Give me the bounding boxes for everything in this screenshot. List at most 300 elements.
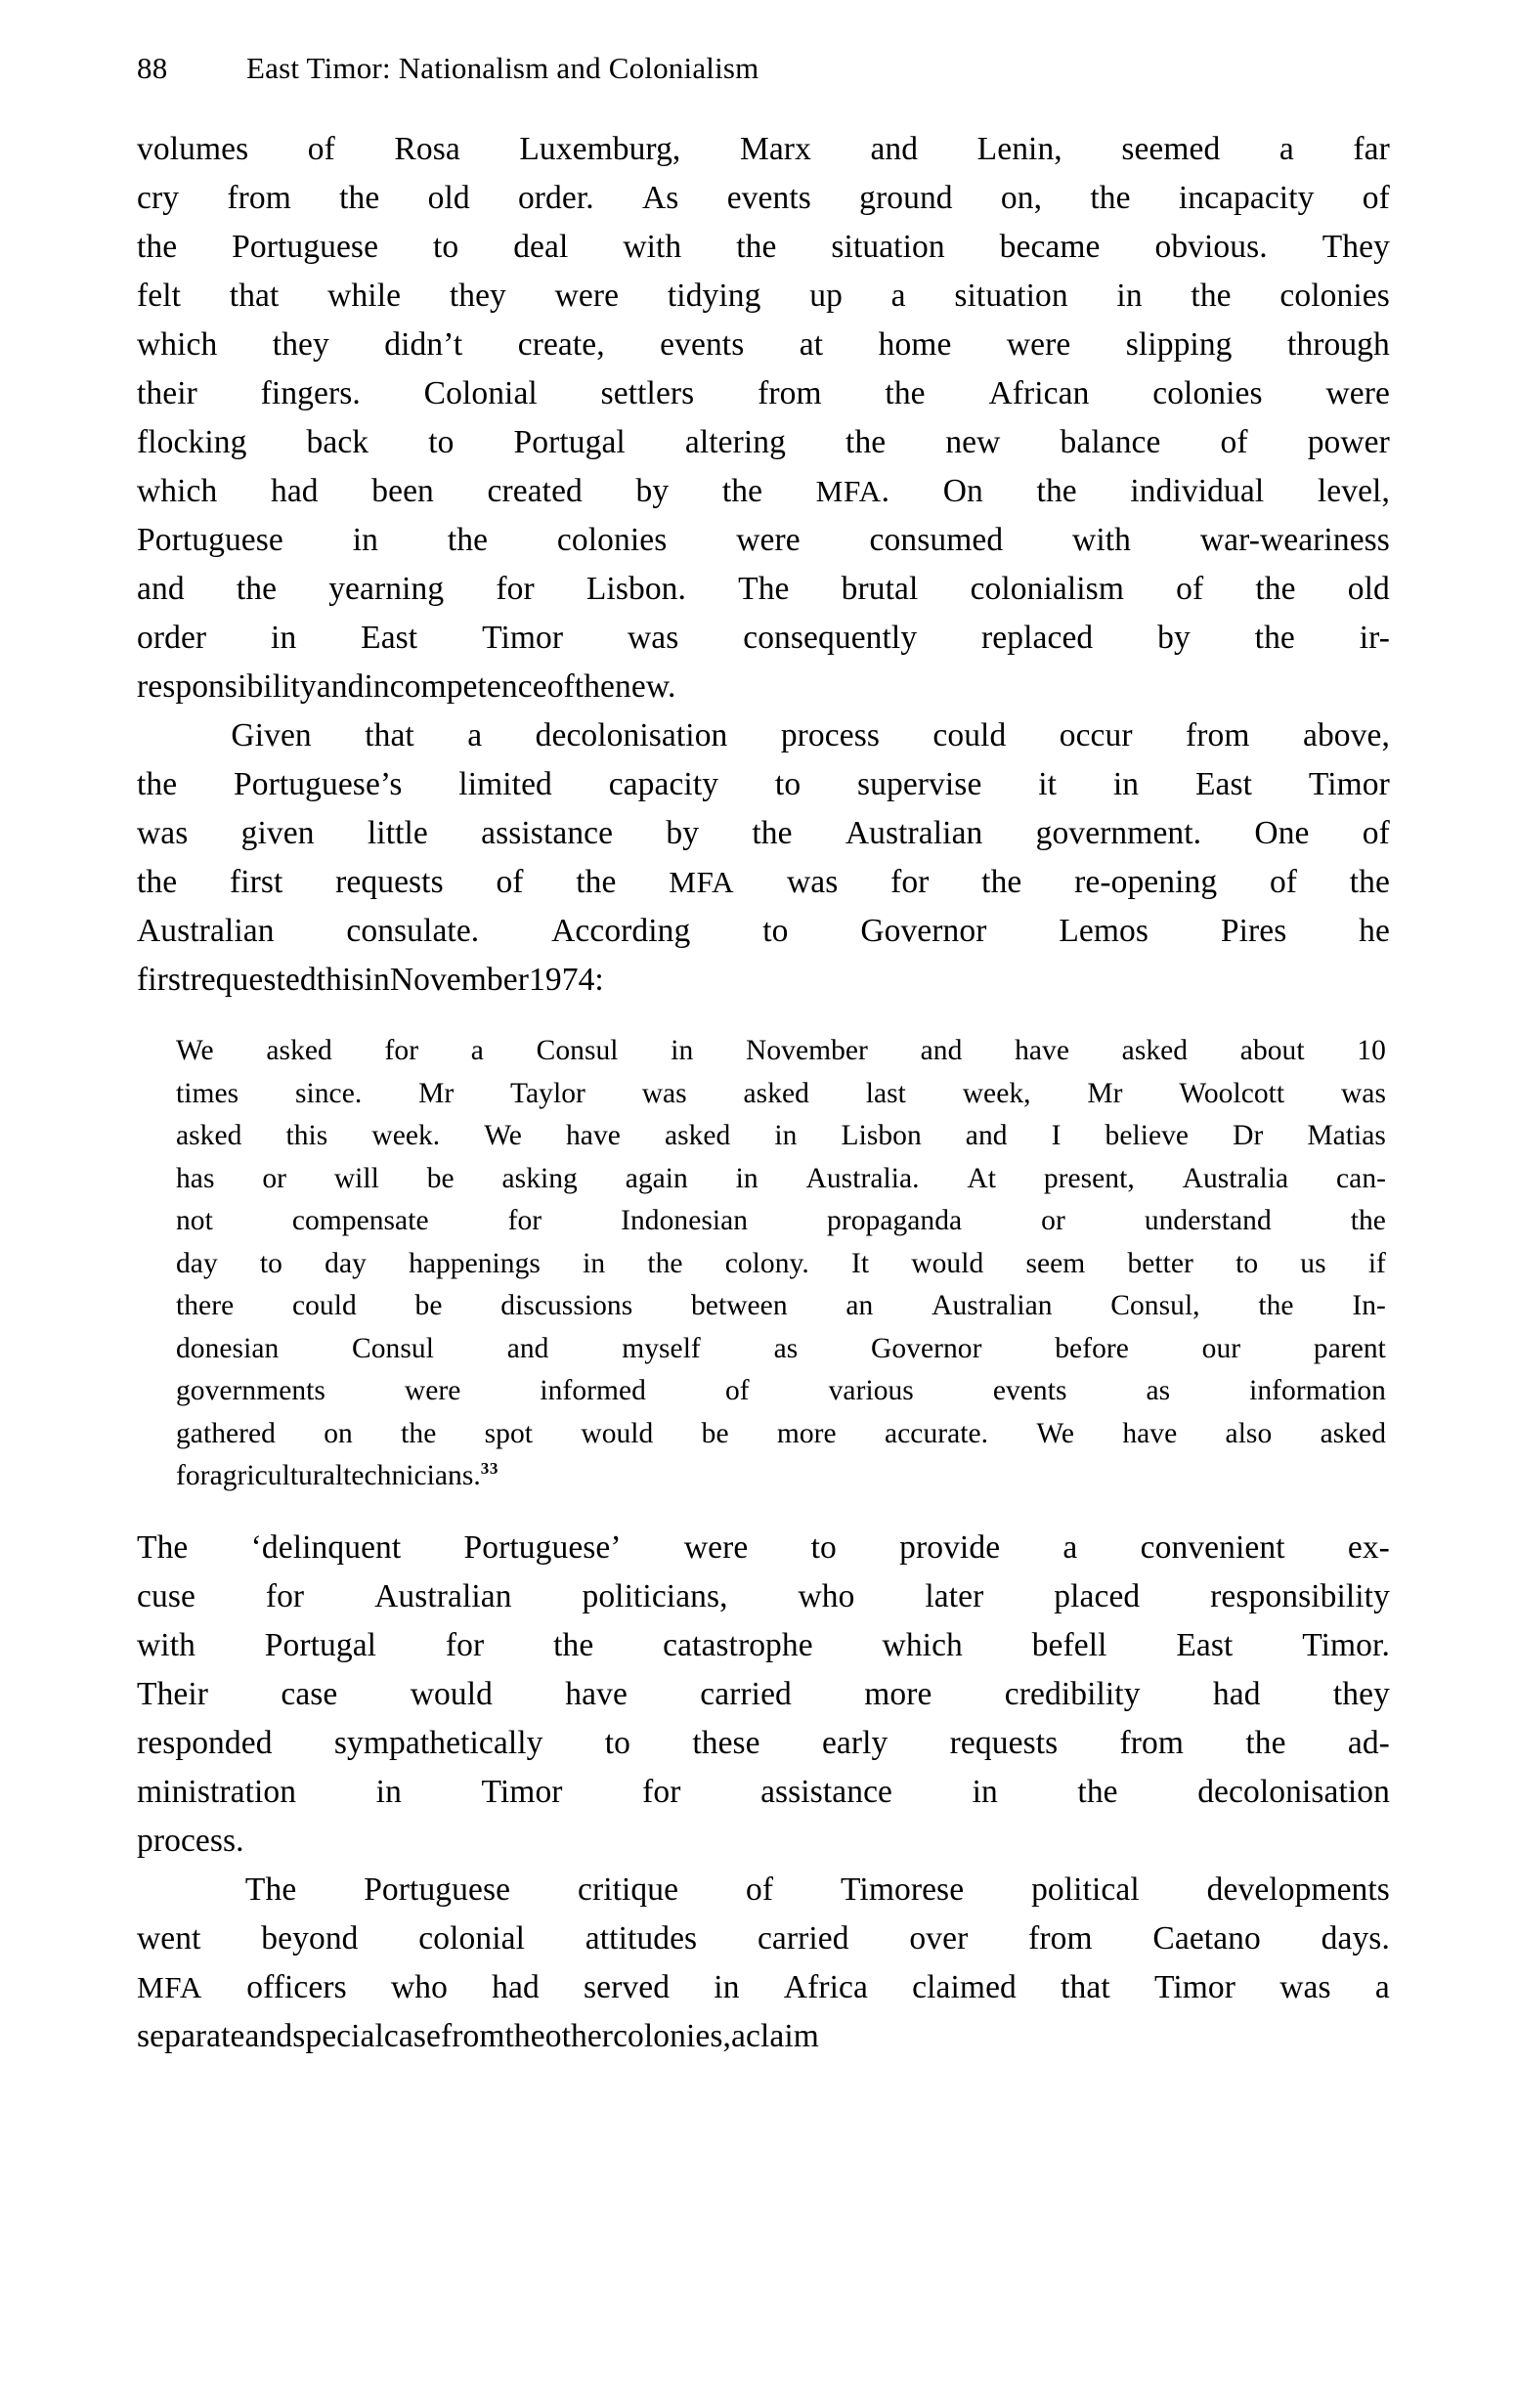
word: East [1194,766,1253,802]
word: were [554,278,620,314]
word: asked [1320,1417,1386,1449]
word: Consul, [1110,1290,1200,1321]
word: the [1077,1773,1118,1810]
text-line [137,321,1390,369]
word: more [776,1417,837,1449]
word: a [467,717,483,753]
text-line [176,1073,1386,1116]
word: Given [231,717,312,753]
word: supervise [856,766,982,802]
word: We [484,1120,522,1151]
word: the [1258,1290,1294,1321]
word: the [236,571,278,607]
word: colonial [418,1919,526,1956]
word: Timor [1308,766,1390,802]
word: war-weariness [1199,522,1390,558]
word: developments [1206,1870,1390,1908]
word: it [1038,766,1058,802]
word: beyond [261,1919,359,1956]
word: in [1112,766,1140,802]
word: Governor [871,1332,982,1364]
text-line [137,1719,1390,1768]
word: volumes [137,131,249,167]
word: ir- [1359,620,1390,656]
word: assistance [481,815,614,851]
text-line [137,711,1390,760]
word: The [738,571,790,607]
word: As [642,180,679,216]
word: Portuguese’s [234,766,403,802]
word: Caetano [1152,1919,1261,1956]
text-line [176,1243,1386,1286]
word: settlers [600,375,695,411]
word: the [736,229,777,265]
text-line [137,1621,1390,1670]
text-line [137,1670,1390,1719]
word: order [137,620,207,656]
word: other [544,2017,614,2054]
word: were [404,1375,461,1406]
word: political [1031,1870,1140,1908]
word: were [683,1528,749,1566]
word: carried [757,1919,849,1956]
word: Luxemburg, [519,131,681,167]
word: and [137,571,185,607]
word: as [1146,1375,1171,1406]
word: the [1254,620,1295,656]
word: Australia [1182,1162,1289,1194]
word: of [546,668,575,705]
word: first [229,864,283,900]
text-line [176,1455,1386,1498]
word: Australian [137,913,275,949]
word: requested [190,962,317,998]
word: Mr [1087,1077,1123,1109]
word: Dr [1233,1120,1264,1151]
word: agricultural [209,1460,344,1491]
word: with [1072,522,1131,558]
word: for [642,1773,681,1810]
word: on, [1000,180,1043,216]
word: the [504,2017,545,2054]
word: Lemos [1059,913,1149,949]
word: Timor [1153,1968,1236,2005]
word: separate [137,2017,245,2054]
word: flocking [137,424,247,460]
word: technicians.$^{33}$ [343,1459,498,1491]
word: I [1051,1120,1062,1151]
word: situation [954,278,1068,314]
word: seemed [1121,131,1221,167]
para-2 [137,711,1390,1005]
word: individual [1130,473,1265,509]
word: altering [684,424,786,460]
word: day [176,1247,218,1279]
word: far [1353,131,1390,167]
word: the [1255,571,1296,607]
word: which [882,1626,963,1663]
word: the [576,864,617,900]
word: old [1347,571,1390,607]
word: be [426,1162,455,1194]
word: in [375,1773,402,1810]
word: gathered [176,1417,276,1449]
word: Australian [932,1290,1053,1321]
word: limited [458,766,552,802]
text-line [137,907,1390,956]
word: responsibility [1210,1577,1390,1614]
word: provide [899,1528,1001,1566]
para-4 [137,1866,1390,2061]
text-line [137,663,1390,711]
word: had [492,1968,540,2005]
word: create, [517,326,605,363]
word: Portuguese [137,522,283,558]
word: would [911,1247,984,1279]
word: myself [622,1332,701,1364]
running-head [137,51,1388,96]
word: be [414,1290,443,1321]
word: they [1332,1675,1390,1712]
word: Indonesian [621,1205,749,1236]
text-line [176,1115,1386,1158]
word: discussions [500,1290,633,1321]
word: events [726,180,811,216]
text-line [137,1866,1390,1914]
word: the [574,668,616,705]
word: Pires [1220,913,1287,949]
word: in [352,522,378,558]
word: Australia. [805,1162,920,1194]
word: consequently [743,620,918,656]
word: asked [266,1035,332,1066]
word: above, [1302,717,1390,753]
word: on [324,1417,353,1449]
word: the [752,815,793,851]
word: Colonial [423,375,538,411]
word: We [1036,1417,1075,1449]
word: colonialism [970,571,1124,607]
word: responsibility [137,668,317,705]
word: to [1235,1247,1259,1279]
word: cry [137,180,180,216]
word: case [383,2017,441,2054]
word: colonies [556,522,668,558]
page-number: 88 [137,51,168,85]
acronym-mfa: MFA [815,474,882,508]
word: and [920,1035,963,1066]
word: colonies [1152,375,1263,411]
word: seem [1025,1247,1086,1279]
word: colony. [724,1247,809,1279]
text-line [137,2012,1390,2061]
word: from [1186,717,1250,753]
word: November [746,1035,868,1066]
text-line [176,1413,1386,1456]
word: old [427,180,470,216]
word: again [625,1162,688,1194]
word: in [774,1120,798,1151]
word: Timor [481,1773,563,1810]
text-line [137,1817,1390,1866]
text-line [137,516,1390,565]
word: a [1062,1528,1078,1566]
word: little [367,815,428,851]
word: was [1340,1077,1386,1109]
word: asking [501,1162,578,1194]
word: by [666,815,700,851]
word: consumed [869,522,1004,558]
word [137,1963,202,2012]
word: re-opening [1074,864,1218,900]
text-line [176,1200,1386,1243]
word: and [244,2017,293,2054]
word: of [724,1375,750,1406]
text-line [137,956,1390,1005]
word: various [828,1375,914,1406]
word: and [316,668,365,705]
word: credibility [1004,1675,1141,1712]
word: sympathetically [333,1724,543,1761]
word: through [1286,326,1390,363]
word: served [584,1968,671,2005]
word: before [1055,1332,1129,1364]
word: for [176,1460,210,1491]
word: government. [1035,815,1202,851]
word: yearning [328,571,445,607]
word: consulate. [346,913,480,949]
word: that [365,717,414,753]
word: would [410,1675,493,1712]
word: the [401,1417,437,1449]
word: claimed [912,1968,1017,2005]
word: these [692,1724,760,1761]
word: in [735,1162,758,1194]
word: officers [246,1968,347,2005]
word: from [227,180,291,216]
word: to [762,913,789,949]
word: and [506,1332,549,1364]
word: the [137,864,178,900]
word: governments [176,1375,325,1406]
text-line [176,1370,1386,1413]
text-line [137,565,1390,614]
word: and [965,1120,1008,1151]
word: On [942,473,983,509]
word: would [581,1417,654,1449]
word: assistance [760,1773,893,1810]
running-head-title: East Timor: Nationalism and Colonialism [246,51,759,85]
word: up [809,278,843,314]
word: fingers. [260,375,361,411]
word: situation [831,229,945,265]
word: We [176,1035,214,1066]
word: present, [1043,1162,1135,1194]
word: this [316,962,365,998]
word: to [810,1528,837,1566]
para-1-continued [137,125,1390,711]
word: Portuguese’ [463,1528,622,1566]
word: According [551,913,691,949]
word: was [1279,1968,1331,2005]
word: parent [1313,1332,1386,1364]
word: at [799,326,824,363]
word: cuse [137,1577,195,1614]
word: for [384,1035,419,1066]
word: not [176,1205,213,1236]
word: first [137,962,191,998]
word: MFA. [815,473,890,509]
word: were [736,522,801,558]
word: became [999,229,1101,265]
word: for [496,571,535,607]
word: Governor [860,913,987,949]
word: of [1362,815,1390,851]
word: The [137,1528,189,1566]
word: befell [1031,1626,1107,1663]
paragraph-indent [137,1866,178,1914]
word: early [821,1724,889,1761]
word: African [988,375,1090,411]
word: their [137,375,197,411]
word: was [627,620,679,656]
word: felt [137,278,182,314]
word: to [259,1247,282,1279]
word: were [1006,326,1071,363]
word: back [306,424,369,460]
word: order. [517,180,594,216]
word: the [981,864,1022,900]
word: Lisbon. [585,571,686,607]
word: decolonisation [535,717,728,753]
word: 10 [1357,1035,1386,1066]
word: to [432,229,459,265]
word: Timor. [1302,1626,1390,1663]
text-line [176,1285,1386,1328]
text-line [137,467,1390,516]
word: Portuguese [364,1870,511,1908]
word: an [845,1290,874,1321]
word: from [1028,1919,1093,1956]
word: this [285,1120,328,1151]
word: a [1374,1968,1390,2005]
word: from [1119,1724,1185,1761]
word: a [731,2017,746,2054]
word: they [449,278,506,314]
word: believe [1105,1120,1190,1151]
word: the [647,1247,683,1279]
word: ex- [1347,1528,1390,1566]
word: later [925,1577,984,1614]
word: had [1212,1675,1261,1712]
word: which [137,326,218,363]
word: in [271,620,297,656]
text-line [137,614,1390,663]
word: in [1116,278,1143,314]
word: can- [1336,1162,1386,1194]
word: happenings [409,1247,541,1279]
word: better [1127,1247,1193,1279]
quote-lemos-pires [137,1030,1390,1498]
word: between [691,1290,788,1321]
word: the [137,229,178,265]
word: of [1220,424,1248,460]
word: while [327,278,402,314]
word: for [445,1626,485,1663]
word: for [265,1577,305,1614]
word: new. [615,668,676,705]
word: East [361,620,418,656]
word: understand [1144,1205,1272,1236]
text-line [137,1768,1390,1817]
word: ‘delinquent [250,1528,402,1566]
word: which [137,473,218,509]
paragraph-indent [137,711,178,760]
word: over [909,1919,969,1956]
word: case [281,1675,338,1712]
word: the [1350,1205,1386,1236]
word: will [333,1162,379,1194]
word: accurate. [885,1417,989,1449]
word: asked [664,1120,731,1151]
word: in [972,1773,998,1810]
word: the [339,180,380,216]
word: times [176,1077,239,1109]
word: decolonisation [1197,1773,1390,1810]
word: compensate [291,1205,429,1236]
word: that [1061,1968,1110,2005]
word: us [1300,1247,1326,1279]
word: the [137,766,178,802]
text-line [176,1328,1386,1371]
word: in [714,1968,740,2005]
word: deal [513,229,569,265]
word: as [773,1332,799,1364]
word: capacity [608,766,719,802]
word: didn’t [384,326,463,363]
word: our [1201,1332,1241,1364]
word: from [440,2017,505,2054]
word: by [1157,620,1191,656]
word: brutal [841,571,919,607]
word: has [176,1162,215,1194]
word: about [1239,1035,1305,1066]
word: also [1225,1417,1273,1449]
word: of [1176,571,1204,607]
word: level, [1317,473,1390,509]
word: who [798,1577,855,1614]
word: Rosa [394,131,460,167]
word: to [604,1724,631,1761]
word: day [325,1247,367,1279]
word: incompetence [364,668,547,705]
word: responded [137,1724,273,1761]
text-block [137,125,1390,2061]
word: been [371,473,434,509]
word: special [292,2017,384,2054]
footnote-marker[interactable]: 33 [480,1459,498,1479]
word: Australian [374,1577,512,1614]
text-line [137,1914,1390,1963]
word: informed [540,1375,646,1406]
word: went [137,1919,201,1956]
word: slipping [1125,326,1233,363]
word: claim [745,2017,819,2054]
word: Australian [845,815,983,851]
word: have [1015,1035,1069,1066]
acronym-mfa: MFA [137,1969,202,2004]
word: ministration [137,1773,297,1810]
